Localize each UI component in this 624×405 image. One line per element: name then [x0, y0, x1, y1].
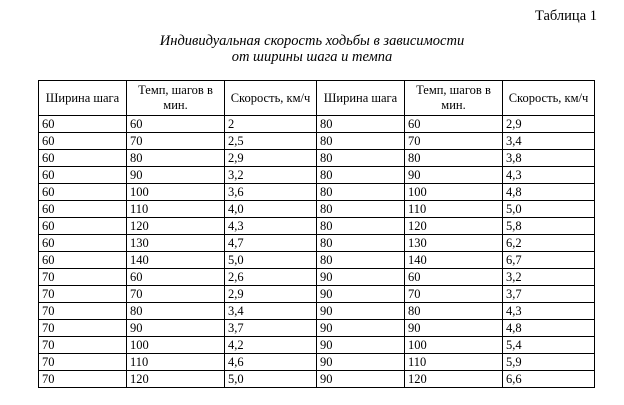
cell-step-width: 70: [39, 320, 127, 337]
cell-speed: 4,8: [503, 184, 595, 201]
cell-step-width: 80: [317, 184, 405, 201]
header-step-width: Ширина шага: [317, 81, 405, 116]
cell-speed: 6,7: [503, 252, 595, 269]
cell-tempo: 130: [405, 235, 503, 252]
cell-tempo: 130: [127, 235, 225, 252]
table-row: [39, 133, 595, 150]
cell-speed: 2,9: [503, 116, 595, 133]
cell-speed: 4,7: [225, 235, 317, 252]
cell-tempo: 110: [405, 354, 503, 371]
cell-tempo: 70: [127, 133, 225, 150]
cell-tempo: 120: [127, 218, 225, 235]
cell-step-width: 70: [39, 371, 127, 388]
cell-step-width: 60: [39, 150, 127, 167]
cell-step-width: 90: [317, 354, 405, 371]
table-number-label: Таблица 1: [534, 8, 597, 24]
cell-step-width: 80: [317, 133, 405, 150]
cell-step-width: 80: [317, 150, 405, 167]
table-row: [39, 320, 595, 337]
cell-step-width: 90: [317, 286, 405, 303]
cell-step-width: 80: [317, 116, 405, 133]
cell-tempo: 120: [405, 371, 503, 388]
cell-tempo: 80: [127, 150, 225, 167]
table-title-line-2: от ширины шага и темпа: [231, 49, 393, 65]
cell-step-width: 60: [39, 235, 127, 252]
cell-speed: 3,2: [225, 167, 317, 184]
header-tempo: Темп, шагов в мин.: [127, 81, 225, 116]
cell-step-width: 80: [317, 218, 405, 235]
table-row: [39, 303, 595, 320]
cell-step-width: 60: [39, 167, 127, 184]
cell-speed: 2,6: [225, 269, 317, 286]
cell-tempo: 100: [405, 184, 503, 201]
cell-speed: 4,8: [503, 320, 595, 337]
cell-tempo: 60: [127, 269, 225, 286]
cell-speed: 2,5: [225, 133, 317, 150]
cell-tempo: 90: [405, 320, 503, 337]
cell-step-width: 80: [317, 235, 405, 252]
cell-step-width: 80: [317, 252, 405, 269]
cell-tempo: 80: [405, 303, 503, 320]
table-title-line-1: Индивидуальная скорость ходьбы в зависимости: [159, 33, 465, 49]
table-row: [39, 167, 595, 184]
table-title: [0, 33, 624, 65]
cell-speed: 3,7: [225, 320, 317, 337]
cell-speed: 5,0: [225, 252, 317, 269]
cell-tempo: 70: [405, 286, 503, 303]
cell-step-width: 60: [39, 218, 127, 235]
cell-speed: 3,4: [225, 303, 317, 320]
table-row: [39, 354, 595, 371]
cell-step-width: 90: [317, 371, 405, 388]
cell-speed: 4,3: [503, 303, 595, 320]
cell-speed: 3,8: [503, 150, 595, 167]
cell-tempo: 120: [405, 218, 503, 235]
cell-speed: 3,4: [503, 133, 595, 150]
cell-tempo: 60: [405, 269, 503, 286]
cell-tempo: 110: [127, 354, 225, 371]
cell-tempo: 70: [127, 286, 225, 303]
table-body: [39, 116, 595, 388]
cell-speed: 6,6: [503, 371, 595, 388]
table-row: [39, 218, 595, 235]
table-row: [39, 337, 595, 354]
cell-tempo: 100: [127, 184, 225, 201]
cell-step-width: 70: [39, 354, 127, 371]
table-row: [39, 269, 595, 286]
cell-step-width: 80: [317, 201, 405, 218]
cell-step-width: 60: [39, 184, 127, 201]
cell-speed: 4,3: [225, 218, 317, 235]
header-tempo: Темп, шагов в мин.: [405, 81, 503, 116]
table-row: [39, 235, 595, 252]
cell-speed: 5,9: [503, 354, 595, 371]
cell-step-width: 90: [317, 269, 405, 286]
cell-tempo: 110: [127, 201, 225, 218]
cell-tempo: 140: [127, 252, 225, 269]
table-row: [39, 116, 595, 133]
cell-speed: 2,9: [225, 286, 317, 303]
cell-speed: 5,0: [503, 201, 595, 218]
cell-tempo: 90: [127, 320, 225, 337]
table-row: [39, 184, 595, 201]
cell-tempo: 70: [405, 133, 503, 150]
cell-speed: 3,2: [503, 269, 595, 286]
cell-speed: 5,4: [503, 337, 595, 354]
cell-tempo: 100: [127, 337, 225, 354]
header-speed: Скорость, км/ч: [503, 81, 595, 116]
header-step-width: Ширина шага: [39, 81, 127, 116]
cell-tempo: 90: [127, 167, 225, 184]
cell-tempo: 80: [127, 303, 225, 320]
cell-step-width: 60: [39, 116, 127, 133]
cell-step-width: 60: [39, 201, 127, 218]
cell-speed: 6,2: [503, 235, 595, 252]
cell-step-width: 70: [39, 303, 127, 320]
cell-step-width: 90: [317, 320, 405, 337]
cell-speed: 3,6: [225, 184, 317, 201]
cell-step-width: 80: [317, 167, 405, 184]
cell-tempo: 90: [405, 167, 503, 184]
walking-speed-table: [38, 80, 595, 388]
cell-step-width: 60: [39, 133, 127, 150]
cell-speed: 4,0: [225, 201, 317, 218]
cell-tempo: 120: [127, 371, 225, 388]
cell-tempo: 60: [127, 116, 225, 133]
cell-step-width: 90: [317, 303, 405, 320]
table-row: [39, 150, 595, 167]
cell-step-width: 90: [317, 337, 405, 354]
cell-tempo: 100: [405, 337, 503, 354]
cell-speed: 4,2: [225, 337, 317, 354]
table-row: [39, 286, 595, 303]
table-row: [39, 252, 595, 269]
cell-step-width: 70: [39, 337, 127, 354]
cell-step-width: 60: [39, 252, 127, 269]
cell-speed: 2: [225, 116, 317, 133]
cell-speed: 3,7: [503, 286, 595, 303]
table-row: [39, 371, 595, 388]
cell-speed: 4,3: [503, 167, 595, 184]
cell-step-width: 70: [39, 269, 127, 286]
cell-tempo: 60: [405, 116, 503, 133]
cell-step-width: 70: [39, 286, 127, 303]
cell-speed: 5,8: [503, 218, 595, 235]
cell-tempo: 110: [405, 201, 503, 218]
cell-tempo: 80: [405, 150, 503, 167]
cell-speed: 2,9: [225, 150, 317, 167]
table-header-row: [39, 81, 595, 116]
table-row: [39, 201, 595, 218]
cell-speed: 5,0: [225, 371, 317, 388]
cell-speed: 4,6: [225, 354, 317, 371]
cell-tempo: 140: [405, 252, 503, 269]
header-speed: Скорость, км/ч: [225, 81, 317, 116]
